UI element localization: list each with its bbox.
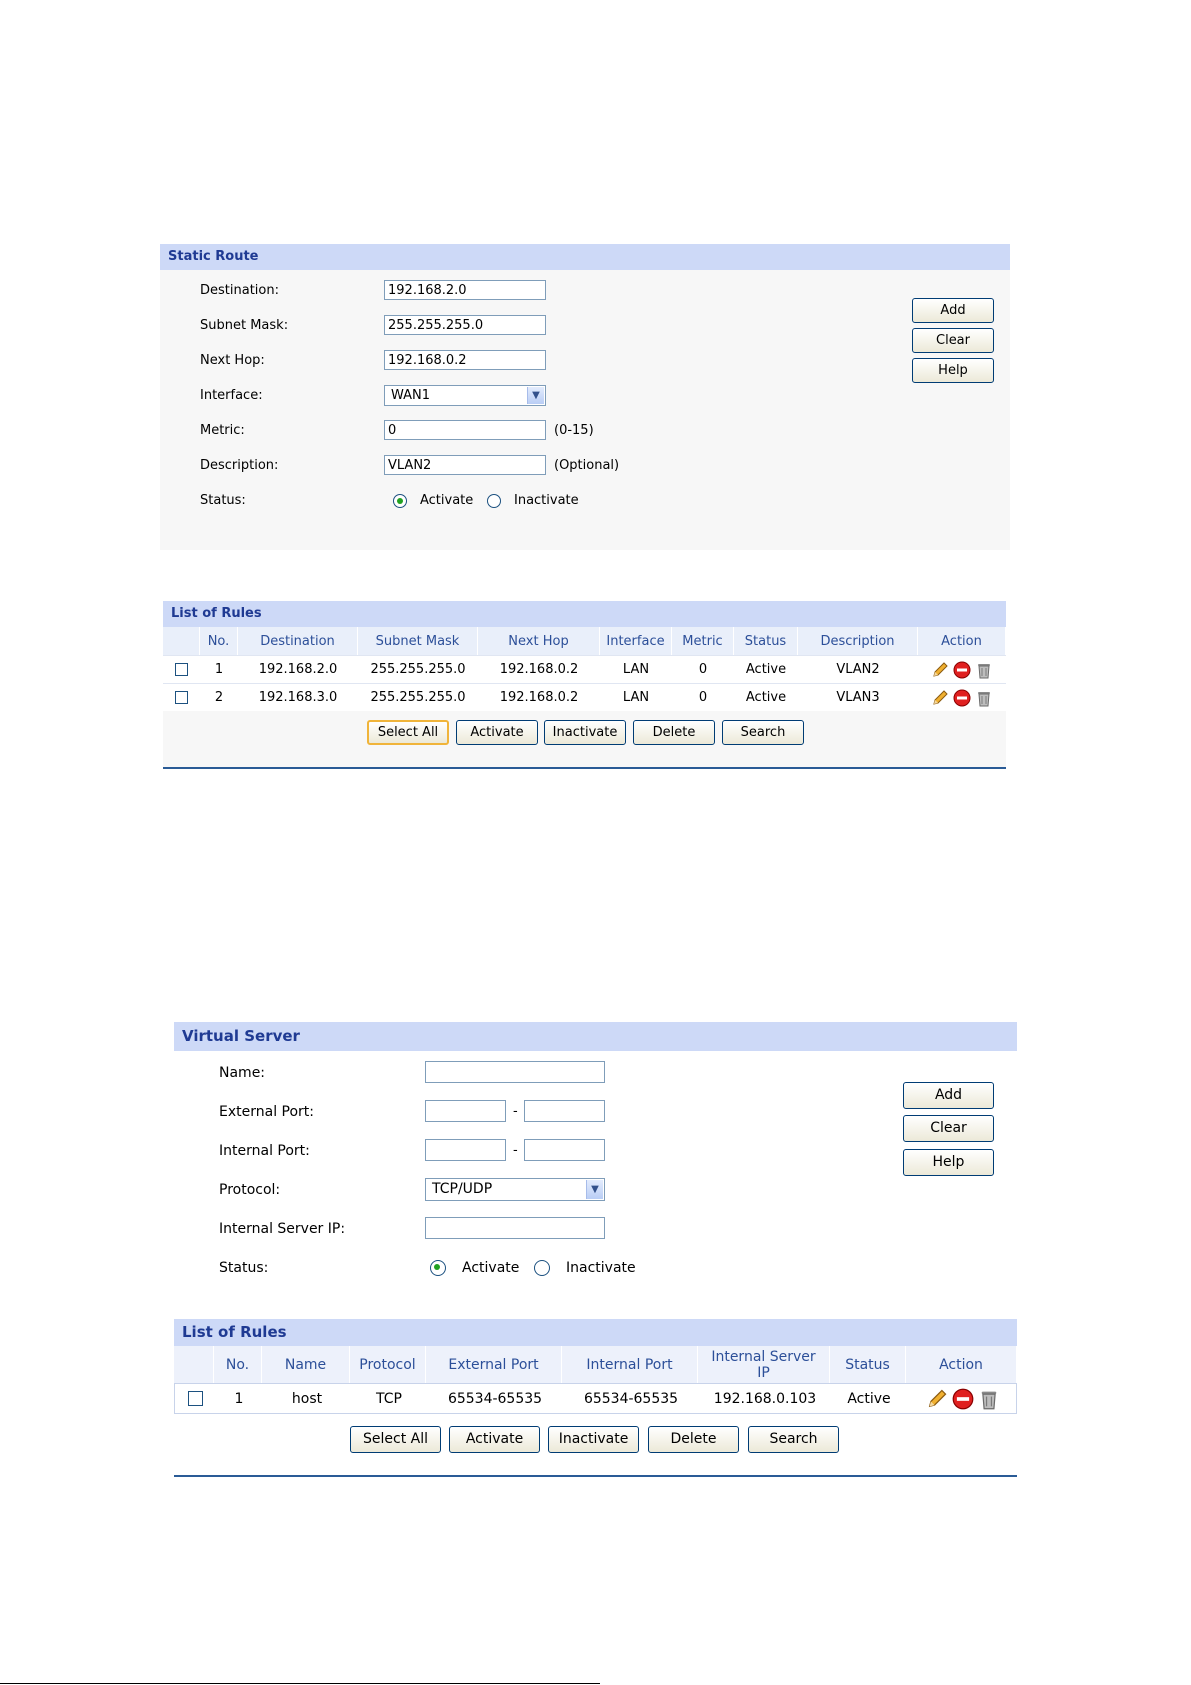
panel-title: Virtual Server bbox=[174, 1022, 1017, 1051]
rules-header-row bbox=[174, 1346, 1017, 1383]
trash-icon[interactable] bbox=[978, 1388, 1000, 1410]
inactivate-radio-label: Inactivate bbox=[566, 1260, 636, 1276]
divider bbox=[163, 767, 1006, 769]
cell-next-hop: 192.168.0.2 bbox=[499, 662, 579, 677]
subnet-mask-label: Subnet Mask: bbox=[200, 318, 289, 333]
table-row bbox=[174, 1383, 1017, 1414]
header-action: Action bbox=[918, 627, 1006, 655]
name-input[interactable] bbox=[425, 1061, 605, 1083]
table-row bbox=[163, 683, 1006, 711]
chevron-down-icon[interactable]: ▼ bbox=[527, 387, 544, 404]
cell-interface: LAN bbox=[622, 662, 650, 677]
header-description: Description bbox=[798, 627, 918, 655]
cell-internal-server-ip: 192.168.0.103 bbox=[713, 1390, 817, 1407]
header-name: Name bbox=[262, 1346, 350, 1383]
cell-metric: 0 bbox=[698, 662, 708, 677]
protocol-select[interactable] bbox=[425, 1178, 605, 1201]
panel-title: Static Route bbox=[160, 244, 1010, 270]
activate-radio-label: Activate bbox=[420, 493, 474, 508]
header-internal-port: Internal Port bbox=[562, 1346, 698, 1383]
add-button[interactable]: Add bbox=[903, 1082, 994, 1109]
pencil-icon[interactable] bbox=[931, 689, 949, 707]
activate-button[interactable]: Activate bbox=[456, 720, 538, 745]
virtual-server-panel bbox=[174, 1022, 1017, 1486]
row-checkbox[interactable] bbox=[175, 691, 188, 704]
cell-metric: 0 bbox=[698, 690, 708, 705]
cell-status: Active bbox=[745, 690, 787, 705]
status-label: Status: bbox=[219, 1260, 269, 1276]
internal-server-ip-label: Internal Server IP: bbox=[219, 1221, 346, 1237]
activate-radio-label: Activate bbox=[462, 1260, 520, 1276]
header-select bbox=[163, 627, 200, 655]
delete-button[interactable]: Delete bbox=[633, 720, 715, 745]
cell-internal-port: 65534-65535 bbox=[583, 1390, 679, 1407]
help-button[interactable]: Help bbox=[903, 1149, 994, 1176]
inactivate-radio[interactable] bbox=[534, 1260, 550, 1276]
stop-icon[interactable] bbox=[953, 661, 971, 679]
pencil-icon[interactable] bbox=[931, 661, 949, 679]
row-checkbox[interactable] bbox=[188, 1391, 203, 1406]
static-route-rules-panel bbox=[163, 601, 1006, 767]
header-next-hop: Next Hop bbox=[478, 627, 600, 655]
header-destination: Destination bbox=[238, 627, 358, 655]
header-no: No. bbox=[200, 627, 238, 655]
help-button[interactable]: Help bbox=[912, 358, 994, 383]
cell-no: 1 bbox=[234, 1390, 244, 1407]
cell-status: Active bbox=[847, 1390, 891, 1407]
stop-icon[interactable] bbox=[953, 689, 971, 707]
cell-description: VLAN2 bbox=[836, 662, 880, 677]
delete-button[interactable]: Delete bbox=[648, 1426, 739, 1453]
header-no: No. bbox=[214, 1346, 262, 1383]
select-all-button[interactable]: Select All bbox=[367, 720, 449, 745]
pencil-icon[interactable] bbox=[926, 1388, 948, 1410]
header-status: Status bbox=[830, 1346, 906, 1383]
search-button[interactable]: Search bbox=[722, 720, 804, 745]
internal-port-from-input[interactable] bbox=[425, 1139, 506, 1161]
header-select bbox=[174, 1346, 214, 1383]
cell-name: host bbox=[291, 1390, 323, 1407]
cell-action bbox=[918, 684, 1006, 711]
header-action: Action bbox=[906, 1346, 1017, 1383]
external-port-from-input[interactable] bbox=[425, 1100, 506, 1122]
activate-button[interactable]: Activate bbox=[449, 1426, 540, 1453]
table-row bbox=[163, 655, 1006, 683]
cell-next-hop: 192.168.0.2 bbox=[499, 690, 579, 705]
next-hop-input[interactable] bbox=[384, 350, 546, 370]
chevron-down-icon[interactable]: ▼ bbox=[586, 1180, 603, 1199]
header-protocol: Protocol bbox=[350, 1346, 426, 1383]
description-label: Description: bbox=[200, 458, 279, 473]
divider bbox=[174, 1475, 1017, 1477]
cell-subnet-mask: 255.255.255.0 bbox=[370, 662, 466, 677]
activate-radio[interactable] bbox=[430, 1260, 446, 1276]
next-hop-label: Next Hop: bbox=[200, 353, 265, 368]
rules-body bbox=[163, 627, 1006, 767]
virtual-server-form bbox=[174, 1051, 1017, 1319]
inactivate-button[interactable]: Inactivate bbox=[544, 720, 626, 745]
stop-icon[interactable] bbox=[952, 1388, 974, 1410]
interface-value: WAN1 bbox=[391, 388, 431, 403]
cell-protocol: TCP bbox=[376, 1390, 402, 1407]
description-hint: (Optional) bbox=[554, 458, 620, 473]
description-input[interactable] bbox=[384, 455, 546, 475]
interface-select[interactable] bbox=[384, 385, 546, 406]
destination-label: Destination: bbox=[200, 283, 279, 298]
inactivate-radio[interactable] bbox=[487, 494, 501, 508]
port-separator: - bbox=[513, 1143, 518, 1158]
row-checkbox[interactable] bbox=[175, 663, 188, 676]
header-subnet-mask: Subnet Mask bbox=[358, 627, 478, 655]
protocol-value: TCP/UDP bbox=[432, 1181, 493, 1197]
subnet-mask-input[interactable] bbox=[384, 315, 546, 335]
clear-button[interactable]: Clear bbox=[903, 1115, 994, 1142]
cell-status: Active bbox=[745, 662, 787, 677]
interface-label: Interface: bbox=[200, 388, 263, 403]
cell-interface: LAN bbox=[622, 690, 650, 705]
metric-hint: (0-15) bbox=[554, 423, 594, 438]
trash-icon[interactable] bbox=[975, 689, 993, 707]
internal-port-to-input[interactable] bbox=[524, 1139, 605, 1161]
cell-external-port: 65534-65535 bbox=[447, 1390, 543, 1407]
header-external-port: External Port bbox=[426, 1346, 562, 1383]
add-button[interactable]: Add bbox=[912, 298, 994, 323]
activate-radio[interactable] bbox=[393, 494, 407, 508]
internal-server-ip-input[interactable] bbox=[425, 1217, 605, 1239]
trash-icon[interactable] bbox=[975, 661, 993, 679]
cell-no: 1 bbox=[214, 662, 224, 677]
cell-subnet-mask: 255.255.255.0 bbox=[370, 690, 466, 705]
select-all-button[interactable]: Select All bbox=[350, 1426, 441, 1453]
static-route-panel bbox=[160, 244, 1010, 550]
search-button[interactable]: Search bbox=[748, 1426, 839, 1453]
header-internal-server-ip: Internal Server IP bbox=[698, 1346, 830, 1383]
static-route-form bbox=[160, 270, 1010, 550]
page-footer-rule bbox=[0, 1683, 600, 1684]
header-metric: Metric bbox=[672, 627, 734, 655]
clear-button[interactable]: Clear bbox=[912, 328, 994, 353]
cell-destination: 192.168.3.0 bbox=[258, 690, 338, 705]
cell-action bbox=[907, 1384, 1018, 1413]
rules-header-row bbox=[163, 627, 1006, 655]
protocol-label: Protocol: bbox=[219, 1182, 281, 1198]
destination-input[interactable] bbox=[384, 280, 546, 300]
name-label: Name: bbox=[219, 1065, 266, 1081]
cell-destination: 192.168.2.0 bbox=[258, 662, 338, 677]
cell-description: VLAN3 bbox=[836, 690, 880, 705]
external-port-label: External Port: bbox=[219, 1104, 315, 1120]
inactivate-radio-label: Inactivate bbox=[514, 493, 579, 508]
external-port-to-input[interactable] bbox=[524, 1100, 605, 1122]
port-separator: - bbox=[513, 1104, 518, 1119]
cell-action bbox=[918, 656, 1006, 683]
rules-title: List of Rules bbox=[174, 1319, 1017, 1346]
internal-port-label: Internal Port: bbox=[219, 1143, 310, 1159]
cell-no: 2 bbox=[214, 690, 224, 705]
metric-label: Metric: bbox=[200, 423, 245, 438]
rules-body bbox=[174, 1346, 1017, 1486]
status-label: Status: bbox=[200, 493, 246, 508]
header-status: Status bbox=[734, 627, 798, 655]
metric-input[interactable] bbox=[384, 420, 546, 440]
inactivate-button[interactable]: Inactivate bbox=[548, 1426, 639, 1453]
rules-title: List of Rules bbox=[163, 601, 1006, 627]
header-interface: Interface bbox=[600, 627, 672, 655]
